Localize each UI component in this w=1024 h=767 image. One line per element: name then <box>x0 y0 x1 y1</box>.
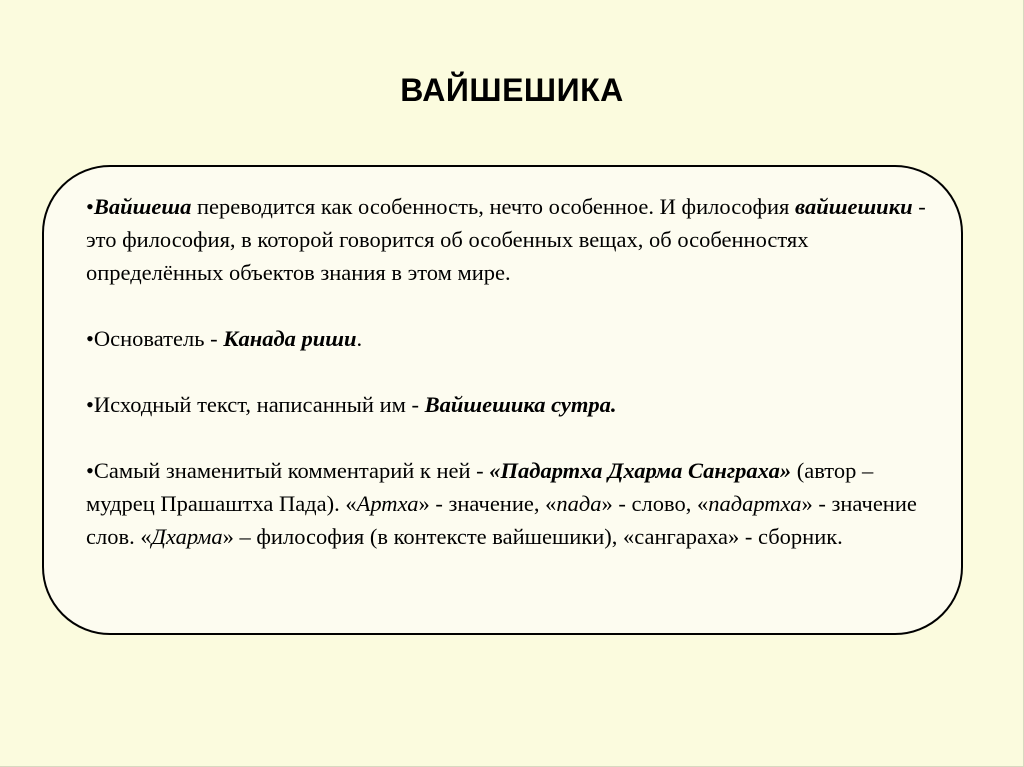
text-segment: переводится как особенность, нечто особенное. И философия <box>191 194 796 219</box>
paragraph-founder <box>86 322 936 355</box>
term-dharma: Дхарма <box>151 524 223 549</box>
content-text <box>86 190 936 553</box>
term-kanada-rishi: Канада риши <box>223 326 357 351</box>
text-segment: Исходный текст, написанный им - <box>93 392 425 417</box>
term-vaishesha: Вайшеша <box>93 194 192 219</box>
text-segment: » - значение, « <box>418 491 557 516</box>
text-segment: . <box>356 326 363 351</box>
term-artha: Артха <box>356 491 419 516</box>
text-segment: » - значение слов. « <box>86 491 917 549</box>
text-segment: (автор – мудрец Прашаштха Пада). « <box>86 458 874 516</box>
text-segment: » – философия (в контексте вайшешики), «сангараха» - сборник. <box>222 524 843 549</box>
paragraph-definition <box>86 190 936 289</box>
bullet-marker: • <box>86 458 94 483</box>
term-padartha-dharma-sangraha: «Падартха Дхарма Санграха» <box>489 458 792 483</box>
paragraph-source-text <box>86 388 936 421</box>
term-pada: пада <box>556 491 602 516</box>
term-vaisheshika-sutra: Вайшешика сутра. <box>424 392 617 417</box>
text-segment: - это философия, в которой говорится об особенных вещах, об особенностях определённых объектов знания в этом мире. <box>86 194 926 285</box>
bullet-marker: • <box>86 194 94 219</box>
text-segment: Самый знаменитый комментарий к ней - <box>93 458 490 483</box>
text-segment: » - слово, « <box>601 491 709 516</box>
term-vaisheshika: вайшешики <box>795 194 913 219</box>
text-segment: Основатель - <box>93 326 224 351</box>
bullet-marker: • <box>86 326 94 351</box>
term-padartha: падартха <box>708 491 802 516</box>
slide-title: ВАЙШЕШИКА <box>400 72 624 108</box>
paragraph-commentary <box>86 454 936 553</box>
bullet-marker: • <box>86 392 94 417</box>
